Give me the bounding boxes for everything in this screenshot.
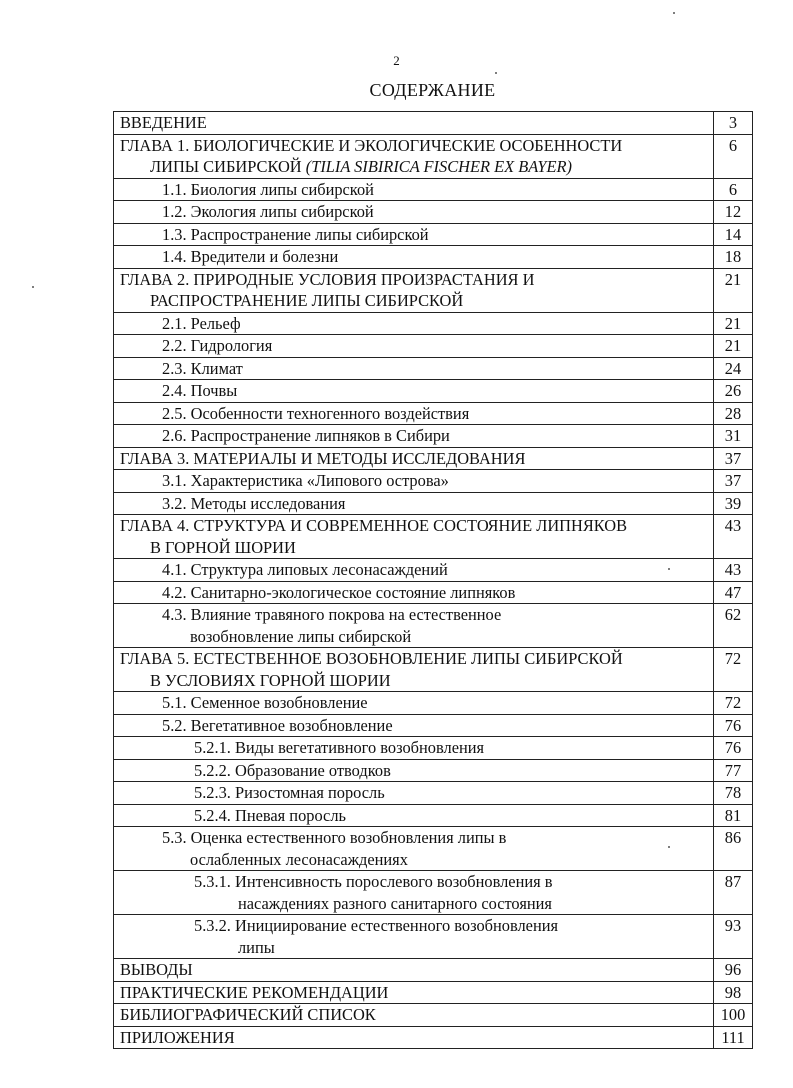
table-of-contents bbox=[113, 111, 753, 1049]
toc-entry-title: БИБЛИОГРАФИЧЕСКИЙ СПИСОК bbox=[114, 1004, 714, 1027]
toc-page-number: 87 bbox=[714, 871, 753, 915]
toc-entry-line: 4.1. Структура липовых лесонасаждений bbox=[162, 560, 448, 579]
toc-row-chapter-3 bbox=[114, 447, 753, 470]
toc-row-4-3 bbox=[114, 604, 753, 648]
toc-entry-title: ПРАКТИЧЕСКИЕ РЕКОМЕНДАЦИИ bbox=[114, 981, 714, 1004]
toc-page-number: 62 bbox=[714, 604, 753, 648]
toc-page-number: 14 bbox=[714, 223, 753, 246]
toc-row-3-2 bbox=[114, 492, 753, 515]
toc-row-1-2 bbox=[114, 201, 753, 224]
toc-entry-title bbox=[114, 201, 714, 224]
toc-entry-title bbox=[114, 871, 714, 915]
toc-entry-line: 4.3. Влияние травяного покрова на естественное bbox=[162, 605, 502, 624]
toc-entry-title bbox=[114, 692, 714, 715]
toc-entry-title bbox=[114, 782, 714, 805]
toc-entry-continuation bbox=[120, 156, 709, 178]
toc-entry-title: ПРИЛОЖЕНИЯ bbox=[114, 1026, 714, 1049]
toc-entry-title bbox=[114, 492, 714, 515]
toc-row-5-2-4 bbox=[114, 804, 753, 827]
toc-row-4-1 bbox=[114, 559, 753, 582]
toc-row-5-3-2 bbox=[114, 915, 753, 959]
toc-row-5-1 bbox=[114, 692, 753, 715]
toc-entry-line: ГЛАВА 4. СТРУКТУРА И СОВРЕМЕННОЕ СОСТОЯНИЕ ЛИПНЯКОВ bbox=[120, 516, 628, 535]
toc-row-chapter-1 bbox=[114, 134, 753, 178]
toc-entry-line: ГЛАВА 1. БИОЛОГИЧЕСКИЕ И ЭКОЛОГИЧЕСКИЕ ОСОБЕННОСТИ bbox=[120, 135, 623, 155]
toc-entry-line: 3.2. Методы исследования bbox=[162, 493, 346, 513]
toc-row-5-2-3 bbox=[114, 782, 753, 805]
toc-row-5-3-1 bbox=[114, 871, 753, 915]
toc-page-number: 76 bbox=[714, 714, 753, 737]
toc-row-1-4 bbox=[114, 246, 753, 269]
toc-entry-line: 2.2. Гидрология bbox=[162, 336, 273, 355]
toc-page-number: 98 bbox=[714, 981, 753, 1004]
toc-entry-continuation: В УСЛОВИЯХ ГОРНОЙ ШОРИИ bbox=[150, 670, 391, 690]
toc-row-chapter-4 bbox=[114, 515, 753, 559]
toc-page-number: 3 bbox=[714, 112, 753, 135]
toc-entry-title bbox=[114, 759, 714, 782]
toc-page-number: 72 bbox=[714, 648, 753, 692]
toc-page-number: 28 bbox=[714, 402, 753, 425]
toc-row-1-1 bbox=[114, 178, 753, 201]
toc-page-number: 43 bbox=[714, 515, 753, 559]
toc-row-appendices bbox=[114, 1026, 753, 1049]
toc-page-number: 111 bbox=[714, 1026, 753, 1049]
toc-page-number: 24 bbox=[714, 357, 753, 380]
toc-entry-line: 2.5. Особенности техногенного воздействия bbox=[162, 403, 470, 423]
toc-entry-title bbox=[114, 425, 714, 448]
toc-row-2-2 bbox=[114, 335, 753, 358]
toc-entry-line: 2.4. Почвы bbox=[162, 381, 238, 400]
toc-page-number: 12 bbox=[714, 201, 753, 224]
toc-row-conclusions bbox=[114, 959, 753, 982]
toc-entry-line: 1.3. Распространение липы сибирской bbox=[162, 224, 429, 244]
toc-entry-title: ВВЕДЕНИЕ bbox=[114, 112, 714, 135]
scan-speck bbox=[32, 286, 34, 288]
toc-entry-line: 1.4. Вредители и болезни bbox=[162, 247, 339, 266]
toc-row-2-4 bbox=[114, 380, 753, 403]
toc-page-number: 100 bbox=[714, 1004, 753, 1027]
toc-row-chapter-2 bbox=[114, 268, 753, 312]
toc-row-recommendations bbox=[114, 981, 753, 1004]
toc-page-number: 78 bbox=[714, 782, 753, 805]
toc-entry-latin-name: (TILIA SIBIRICA FISCHER EX BAYER) bbox=[305, 157, 572, 176]
toc-entry-line: 2.3. Климат bbox=[162, 358, 243, 378]
toc-page-number: 26 bbox=[714, 380, 753, 403]
toc-row-5-3 bbox=[114, 827, 753, 871]
toc-entry-line: 4.2. Санитарно-экологическое состояние липняков bbox=[162, 582, 516, 602]
toc-entry-line: 2.6. Распространение липняков в Сибири bbox=[162, 426, 450, 445]
toc-entry-line: 5.3. Оценка естественного возобновления липы в bbox=[162, 828, 507, 847]
toc-page-number: 47 bbox=[714, 581, 753, 604]
toc-entry-continuation: возобновление липы сибирской bbox=[190, 626, 412, 646]
toc-row-5-2 bbox=[114, 714, 753, 737]
toc-page-number: 21 bbox=[714, 312, 753, 335]
toc-entry-line: 5.2.4. Пневая поросль bbox=[194, 805, 346, 825]
toc-entry-title bbox=[114, 246, 714, 269]
page-title: СОДЕРЖАНИЕ bbox=[369, 80, 496, 100]
toc-page-number: 81 bbox=[714, 804, 753, 827]
toc-row-2-1 bbox=[114, 312, 753, 335]
toc-page-number: 93 bbox=[714, 915, 753, 959]
toc-entry-title bbox=[114, 559, 714, 582]
toc-entry-line: 5.2.3. Ризостомная поросль bbox=[194, 783, 385, 802]
toc-entry-title bbox=[114, 178, 714, 201]
toc-page-number: 43 bbox=[714, 559, 753, 582]
toc-entry-line: 1.1. Биология липы сибирской bbox=[162, 179, 374, 199]
toc-entry-continuation: РАСПРОСТРАНЕНИЕ ЛИПЫ СИБИРСКОЙ bbox=[150, 291, 464, 310]
toc-page-number: 96 bbox=[714, 959, 753, 982]
toc-entry-title bbox=[114, 312, 714, 335]
toc-entry-line: ГЛАВА 2. ПРИРОДНЫЕ УСЛОВИЯ ПРОИЗРАСТАНИЯ И bbox=[120, 269, 535, 289]
toc-page-number: 76 bbox=[714, 737, 753, 760]
toc-page-number: 31 bbox=[714, 425, 753, 448]
toc-entry-line: 1.2. Экология липы сибирской bbox=[162, 202, 374, 221]
toc-entry-title bbox=[114, 648, 714, 692]
toc-entry-continuation: В ГОРНОЙ ШОРИИ bbox=[150, 537, 296, 557]
toc-row-1-3 bbox=[114, 223, 753, 246]
toc-page-number: 37 bbox=[714, 447, 753, 470]
toc-entry-line: 5.2.1. Виды вегетативного возобновления bbox=[194, 738, 485, 757]
toc-entry-title bbox=[114, 268, 714, 312]
toc-entry-title bbox=[114, 515, 714, 559]
toc-entry-title bbox=[114, 335, 714, 358]
toc-row-2-6 bbox=[114, 425, 753, 448]
toc-entry-title bbox=[114, 604, 714, 648]
toc-page-number: 86 bbox=[714, 827, 753, 871]
toc-entry-title bbox=[114, 223, 714, 246]
toc-page-number: 6 bbox=[714, 134, 753, 178]
toc-entry-continuation-text: ЛИПЫ СИБИРСКОЙ bbox=[150, 157, 302, 176]
toc-row-2-3 bbox=[114, 357, 753, 380]
toc-entry-line: 2.1. Рельеф bbox=[162, 313, 241, 333]
toc-entry-title bbox=[114, 134, 714, 178]
toc-entry-continuation: липы bbox=[238, 937, 275, 957]
toc-row-4-2 bbox=[114, 581, 753, 604]
toc-entry-line: 5.1. Семенное возобновление bbox=[162, 693, 368, 712]
toc-row-5-2-1 bbox=[114, 737, 753, 760]
toc-entry-continuation: ослабленных лесонасаждениях bbox=[190, 849, 408, 869]
toc-entry-title bbox=[114, 804, 714, 827]
toc-entry-line: 5.2.2. Образование отводков bbox=[194, 760, 391, 780]
toc-page-number: 21 bbox=[714, 268, 753, 312]
toc-page-number: 72 bbox=[714, 692, 753, 715]
scan-speck bbox=[495, 72, 497, 74]
toc-entry-title: ВЫВОДЫ bbox=[114, 959, 714, 982]
toc-entry-line: 5.3.2. Инициирование естественного возобновления bbox=[194, 916, 559, 935]
scan-speck bbox=[668, 846, 670, 848]
toc-page-number: 39 bbox=[714, 492, 753, 515]
toc-row-chapter-5 bbox=[114, 648, 753, 692]
toc-entry-title bbox=[114, 915, 714, 959]
toc-row-bibliography bbox=[114, 1004, 753, 1027]
toc-entry-line: ГЛАВА 5. ЕСТЕСТВЕННОЕ ВОЗОБНОВЛЕНИЕ ЛИПЫ СИБИРСКОЙ bbox=[120, 649, 623, 668]
toc-entry-title bbox=[114, 737, 714, 760]
page-number: 2 bbox=[393, 53, 400, 68]
toc-entry-continuation: насаждениях разного санитарного состояния bbox=[238, 893, 552, 913]
scan-speck bbox=[668, 568, 670, 570]
toc-entry-title bbox=[114, 581, 714, 604]
toc-entry-title bbox=[114, 827, 714, 871]
toc-entry-title bbox=[114, 470, 714, 493]
toc-row-intro bbox=[114, 112, 753, 135]
toc-entry-line: 5.3.1. Интенсивность порослевого возобновления в bbox=[194, 872, 553, 891]
toc-row-5-2-2 bbox=[114, 759, 753, 782]
toc-entry-title: ГЛАВА 3. МАТЕРИАЛЫ И МЕТОДЫ ИССЛЕДОВАНИЯ bbox=[114, 447, 714, 470]
toc-entry-title bbox=[114, 402, 714, 425]
toc-entry-title bbox=[114, 380, 714, 403]
toc-page-number: 6 bbox=[714, 178, 753, 201]
toc-page-number: 18 bbox=[714, 246, 753, 269]
toc-entry-title bbox=[114, 714, 714, 737]
toc-entry-title bbox=[114, 357, 714, 380]
toc-page-number: 37 bbox=[714, 470, 753, 493]
scan-speck bbox=[673, 12, 675, 14]
toc-entry-line: 3.1. Характеристика «Липового острова» bbox=[162, 471, 449, 490]
toc-page-number: 77 bbox=[714, 759, 753, 782]
toc-page-number: 21 bbox=[714, 335, 753, 358]
toc-entry-line: 5.2. Вегетативное возобновление bbox=[162, 715, 393, 735]
toc-row-2-5 bbox=[114, 402, 753, 425]
toc-row-3-1 bbox=[114, 470, 753, 493]
